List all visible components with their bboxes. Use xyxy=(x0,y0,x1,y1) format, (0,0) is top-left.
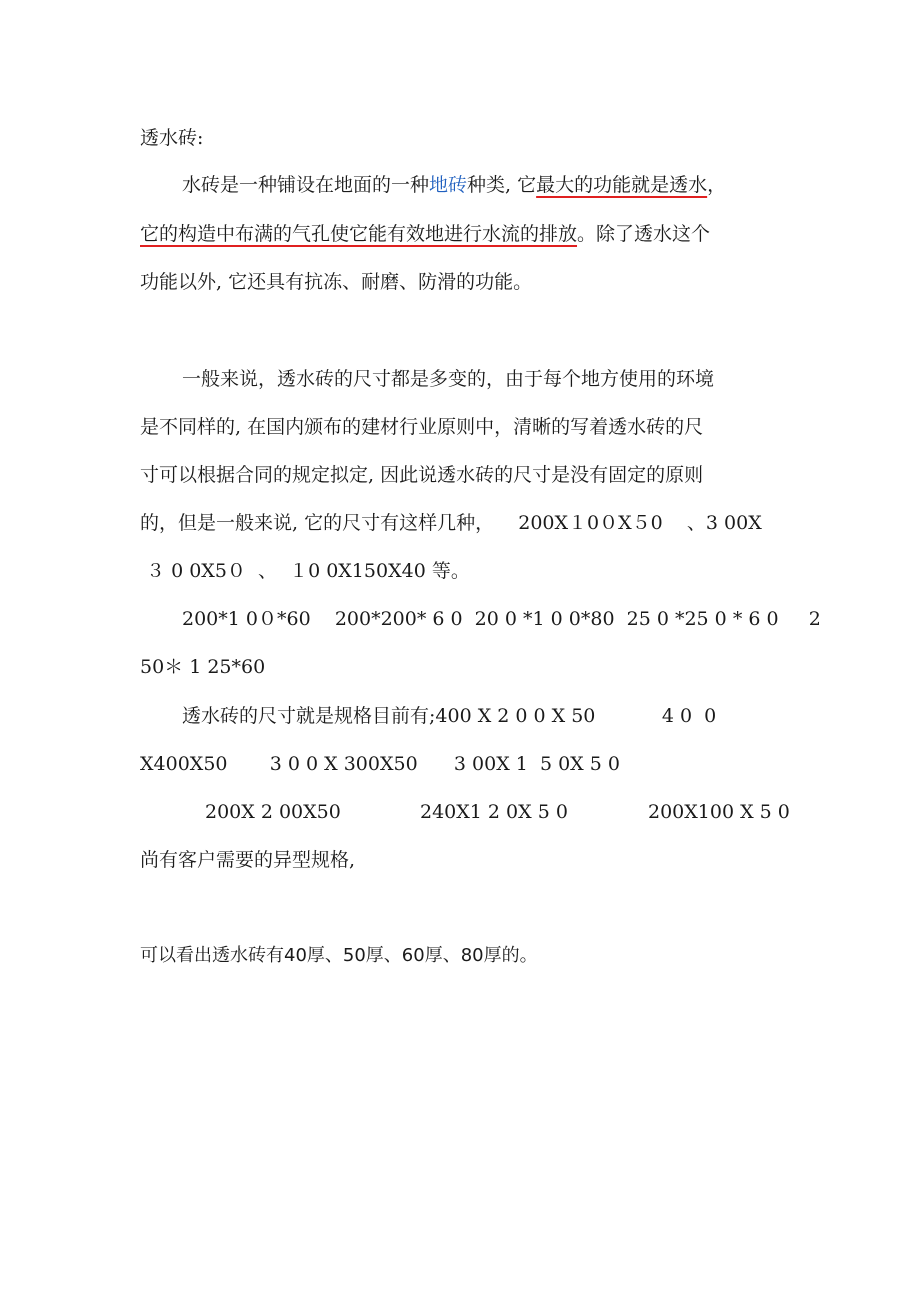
paragraph-4-line-2: X400X50 3 0 0 X 300X50 3 00X 1 5 0X 5 0 xyxy=(140,753,620,775)
paragraph-4-line-1: 透水砖的尺寸就是规格目前有;400 X 2 0 0 X 50 4 0 0 xyxy=(182,705,717,727)
paragraph-1-line-3: 功能以外, 它还具有抗冻、耐磨、防滑的功能。 xyxy=(140,271,533,293)
p1-text-d: 。除了透水这个 xyxy=(577,223,711,245)
paragraph-1-line-1 xyxy=(182,172,726,198)
p1-text-a: 水砖是一种铺设在地面的一种 xyxy=(182,174,430,196)
underlined-phrase-1: 最大的功能就是透水 xyxy=(536,174,708,196)
p1-text-b: 种类, 它 xyxy=(467,174,537,196)
paragraph-2-line-2: 是不同样的, 在国内颁布的建材行业原则中，清晰的写着透水砖的尺 xyxy=(140,416,704,438)
paragraph-3-line-2: 50＊ 1 25*60 xyxy=(140,656,266,678)
p1-text-c: ， xyxy=(707,174,727,196)
paragraph-4-spec-1: 200X 2 00X50 xyxy=(205,801,341,823)
paragraph-2-line-1: 一般来说，透水砖的尺寸都是多变的，由于每个地方使用的环境 xyxy=(182,368,715,390)
paragraph-4-spec-2: 240X1 2 0X 5 0 xyxy=(420,801,568,823)
floor-tile-link[interactable]: 地砖 xyxy=(429,174,468,196)
doc-title: 透水砖: xyxy=(140,127,204,149)
paragraph-2-line-5: ３ 0 0X5０ 、 １0 0X150X40 等。 xyxy=(140,560,470,582)
paragraph-1-line-2 xyxy=(140,221,710,247)
paragraph-2-line-4: 的，但是一般来说, 它的尺寸有这样几种， 200X１0０X５0 、3 00X xyxy=(140,512,762,534)
paragraph-2-line-3: 寸可以根据合同的规定拟定, 因此说透水砖的尺寸是没有固定的原则 xyxy=(140,464,704,486)
underlined-phrase-2: 它的构造中布满的气孔使它能有效地进行水流的排放 xyxy=(140,223,578,245)
paragraph-5: 可以看出透水砖有40厚、50厚、60厚、80厚的。 xyxy=(140,945,538,966)
paragraph-4-spec-3: 200X100 X 5 0 xyxy=(648,801,790,823)
paragraph-3-line-1: 200*1 0０*60 200*200* 6 0 20 0 *1 0 0*80 25 0 *25 0 * 6 0 2 xyxy=(182,608,821,630)
paragraph-4-line-4: 尚有客户需要的异型规格, xyxy=(140,849,356,871)
